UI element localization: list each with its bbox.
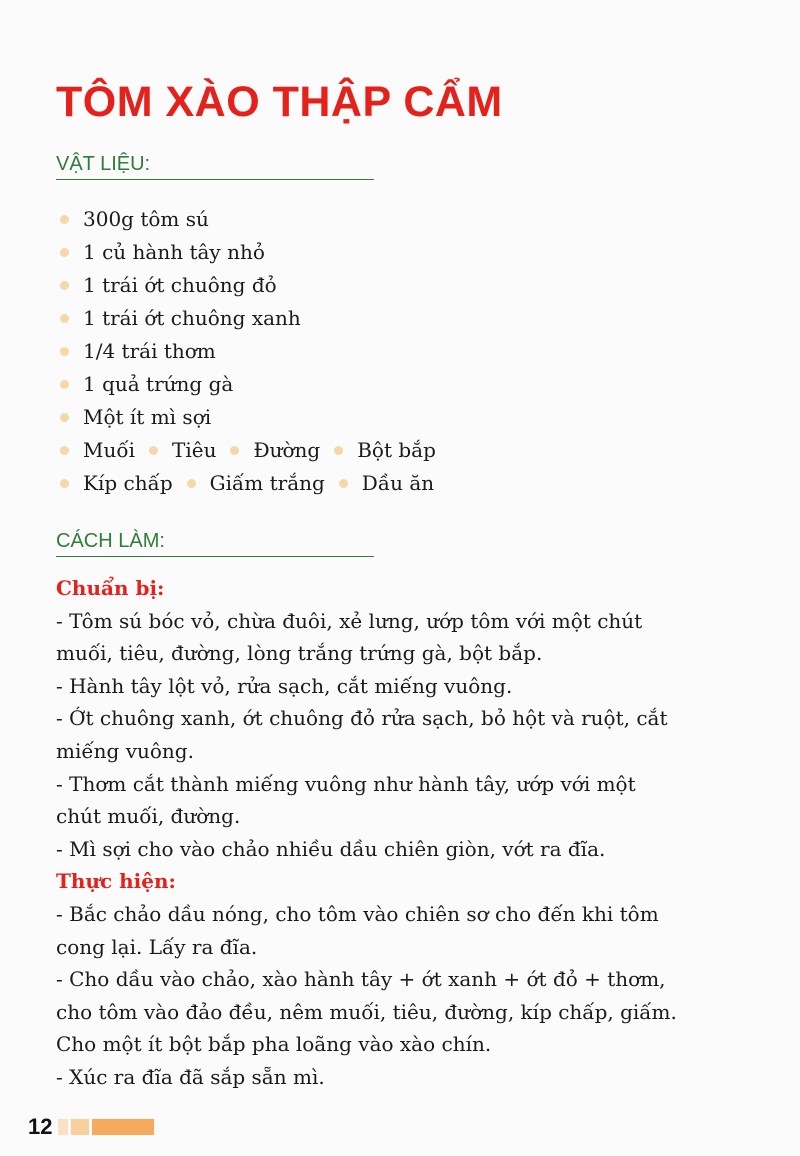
ingredients-list: [60, 203, 448, 500]
ingredient: Kíp chấp: [83, 471, 173, 495]
recipe-title: TÔM XÀO THẬP CẨM: [56, 78, 503, 126]
step-line: - Mì sợi cho vào chảo nhiều dầu chiên giòn, vớt ra đĩa.: [56, 836, 606, 861]
footer-bar: [92, 1119, 154, 1135]
bullet-icon: [60, 215, 69, 224]
ingredient: 1 củ hành tây nhỏ: [83, 240, 265, 264]
list-item: [60, 368, 448, 401]
bullet-icon: [60, 479, 69, 488]
bullet-icon: [60, 413, 69, 422]
ingredient: 1 trái ớt chuông xanh: [83, 306, 301, 330]
footer-block: [71, 1119, 89, 1135]
list-item: [60, 269, 448, 302]
bullet-icon: [339, 479, 348, 488]
ingredient: Muối: [83, 438, 135, 462]
ingredient: Dầu ăn: [361, 471, 435, 495]
ingredient: Đường: [253, 438, 321, 462]
ingredient: 1 quả trứng gà: [83, 372, 234, 396]
step-line: cong lại. Lấy ra đĩa.: [56, 934, 258, 959]
prep-heading: Chuẩn bị:: [56, 576, 165, 600]
step-line: cho tôm vào đảo đều, nêm muối, tiêu, đường, kíp chấp, giấm.: [56, 999, 677, 1024]
ingredient: 1/4 trái thơm: [83, 339, 216, 363]
ingredient: 1 trái ớt chuông đỏ: [83, 273, 277, 297]
step-line: Cho một ít bột bắp pha loãng vào xào chín.: [56, 1032, 492, 1057]
footer-block: [58, 1119, 68, 1135]
list-item: [60, 434, 448, 467]
ingredient: 300g tôm sú: [83, 207, 209, 231]
bullet-icon: [230, 446, 239, 455]
bullet-icon: [60, 347, 69, 356]
method-heading: CÁCH LÀM:: [56, 530, 374, 557]
list-item: [60, 401, 448, 434]
bullet-icon: [187, 479, 196, 488]
ingredient: Giấm trắng: [209, 471, 325, 495]
bullet-icon: [60, 248, 69, 257]
list-item: [60, 335, 448, 368]
bullet-icon: [60, 314, 69, 323]
method-steps: [56, 572, 756, 1094]
ingredient: Một ít mì sợi: [83, 405, 212, 429]
list-item: [60, 236, 448, 269]
list-item: [60, 467, 448, 500]
step-line: - Ớt chuông xanh, ớt chuông đỏ rửa sạch, bỏ hột và ruột, cắt: [56, 706, 668, 731]
bullet-icon: [60, 446, 69, 455]
bullet-icon: [334, 446, 343, 455]
step-line: - Cho dầu vào chảo, xào hành tây + ớt xanh + ớt đỏ + thơm,: [56, 967, 666, 992]
step-line: - Tôm sú bóc vỏ, chừa đuôi, xẻ lưng, ướp tôm với một chút: [56, 608, 643, 633]
bullet-icon: [149, 446, 158, 455]
bullet-icon: [60, 281, 69, 290]
ingredient: Tiêu: [172, 438, 217, 462]
step-line: - Bắc chảo dầu nóng, cho tôm vào chiên sơ cho đến khi tôm: [56, 901, 659, 926]
bullet-icon: [60, 380, 69, 389]
step-line: - Xúc ra đĩa đã sắp sẵn mì.: [56, 1064, 325, 1089]
cook-heading: Thực hiện:: [56, 869, 176, 894]
step-line: miếng vuông.: [56, 738, 194, 763]
page-number: 12: [28, 1114, 53, 1139]
ingredient: Bột bắp: [357, 438, 436, 462]
step-line: muối, tiêu, đường, lòng trắng trứng gà, bột bắp.: [56, 641, 543, 666]
ingredients-heading: VẬT LIỆU:: [56, 153, 374, 180]
step-line: chút muối, đường.: [56, 804, 241, 829]
step-line: - Thơm cắt thành miếng vuông như hành tây, ướp với một: [56, 771, 636, 796]
list-item: [60, 203, 448, 236]
list-item: [60, 302, 448, 335]
step-line: - Hành tây lột vỏ, rửa sạch, cắt miếng vuông.: [56, 673, 513, 698]
